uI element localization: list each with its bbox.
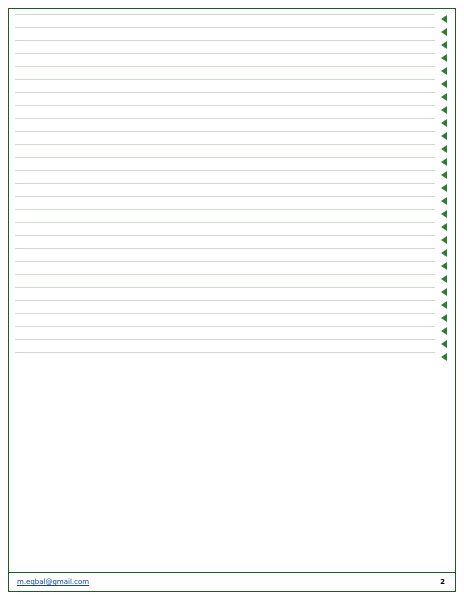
paragraph-text (15, 286, 435, 288)
paragraph (15, 156, 449, 167)
paragraph (15, 26, 449, 37)
arrow-bullet-icon (439, 196, 449, 206)
footer-email-link[interactable]: m.eqbal@gmail.com (17, 578, 90, 586)
paragraph (15, 247, 449, 258)
paragraph-text (15, 13, 435, 15)
paragraph-text (15, 169, 435, 171)
paragraph (15, 208, 449, 219)
arrow-bullet-icon (439, 66, 449, 76)
paragraph-text (15, 182, 435, 184)
paragraph (15, 78, 449, 89)
paragraph (15, 234, 449, 245)
arrow-bullet-icon (439, 170, 449, 180)
paragraph-text (15, 351, 435, 353)
paragraph-text (15, 143, 435, 145)
paragraph (15, 273, 449, 284)
paragraph-text (15, 78, 435, 80)
content-area (15, 13, 449, 569)
arrow-bullet-icon (439, 326, 449, 336)
paragraph-text (15, 156, 435, 158)
paragraph-text (15, 208, 435, 210)
paragraph-text (15, 52, 435, 54)
paragraph (15, 221, 449, 232)
paragraph-text (15, 65, 435, 67)
paragraph (15, 312, 449, 323)
paragraph (15, 195, 449, 206)
arrow-bullet-icon (439, 287, 449, 297)
arrow-bullet-icon (439, 248, 449, 258)
paragraph (15, 299, 449, 310)
arrow-bullet-icon (439, 235, 449, 245)
paragraph (15, 143, 449, 154)
arrow-bullet-icon (439, 118, 449, 128)
paragraph-text (15, 195, 435, 197)
paragraph-text (15, 104, 435, 106)
paragraph (15, 52, 449, 63)
paragraph-text (15, 39, 435, 41)
arrow-bullet-icon (439, 131, 449, 141)
arrow-bullet-icon (439, 339, 449, 349)
paragraph-text (15, 117, 435, 119)
arrow-bullet-icon (439, 300, 449, 310)
paragraph (15, 130, 449, 141)
arrow-bullet-icon (439, 105, 449, 115)
arrow-bullet-icon (439, 53, 449, 63)
arrow-bullet-icon (439, 183, 449, 193)
paragraph-text (15, 260, 435, 262)
paragraph-text (15, 273, 435, 275)
paragraph (15, 325, 449, 336)
arrow-bullet-icon (439, 261, 449, 271)
paragraph-text (15, 247, 435, 249)
page (8, 8, 456, 592)
paragraph-text (15, 338, 435, 340)
arrow-bullet-icon (439, 157, 449, 167)
paragraph (15, 39, 449, 50)
paragraph (15, 182, 449, 193)
arrow-bullet-icon (439, 144, 449, 154)
paragraph (15, 260, 449, 271)
paragraph-text (15, 221, 435, 223)
arrow-bullet-icon (439, 352, 449, 362)
paragraph-text (15, 91, 435, 93)
paragraph (15, 91, 449, 102)
paragraph (15, 351, 449, 362)
arrow-bullet-icon (439, 27, 449, 37)
arrow-bullet-icon (439, 209, 449, 219)
paragraph-text (15, 299, 435, 301)
arrow-bullet-icon (439, 222, 449, 232)
paragraph (15, 338, 449, 349)
paragraph-text (15, 325, 435, 327)
paragraph (15, 169, 449, 180)
arrow-bullet-icon (439, 92, 449, 102)
arrow-bullet-icon (439, 40, 449, 50)
arrow-bullet-icon (439, 14, 449, 24)
arrow-bullet-icon (439, 79, 449, 89)
paragraph (15, 104, 449, 115)
paragraph-text (15, 26, 435, 28)
paragraph-text (15, 234, 435, 236)
paragraph-text (15, 312, 435, 314)
paragraph (15, 286, 449, 297)
footer (9, 572, 455, 591)
page-number: 2 (440, 578, 445, 586)
paragraph (15, 117, 449, 128)
paragraph-text (15, 130, 435, 132)
arrow-bullet-icon (439, 274, 449, 284)
paragraph (15, 65, 449, 76)
paragraph (15, 13, 449, 24)
arrow-bullet-icon (439, 313, 449, 323)
